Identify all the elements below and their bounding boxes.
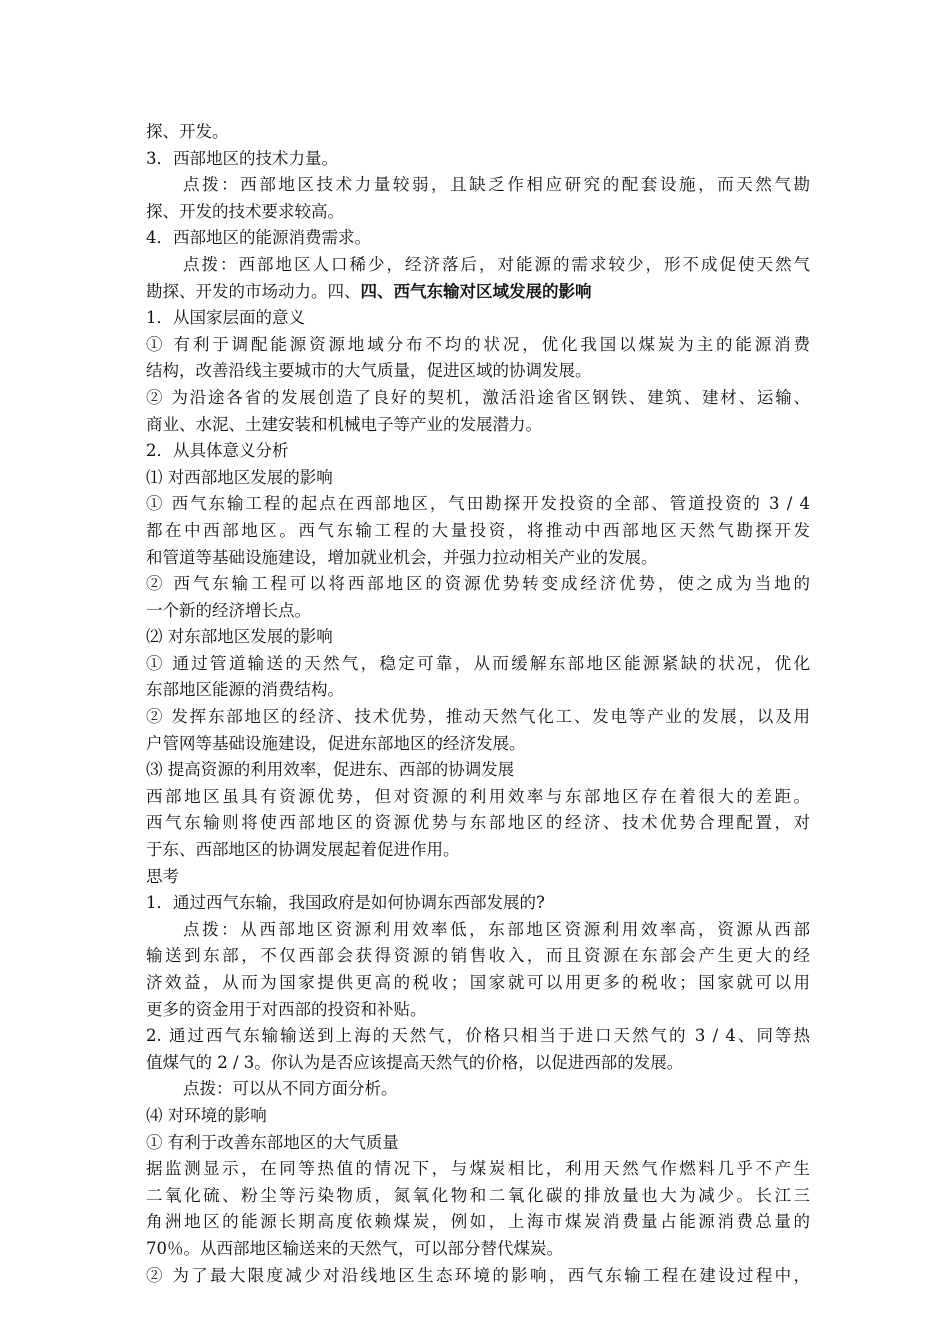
text-line bbox=[146, 279, 810, 306]
text-line: ② 为了最大限度减少对沿线地区生态环境的影响，西气东输工程在建设过程中， bbox=[146, 1265, 810, 1285]
text-line: ① 有利于调配能源资源地域分布不均的状况，优化我国以煤炭为主的能源消费 bbox=[146, 334, 810, 354]
text-line: 西气东输则将使西部地区的资源优势与东部地区的经济、技术优势合理配置，对 bbox=[146, 813, 810, 833]
hint-paragraph: 点拨：可以从不同方面分析。 bbox=[183, 1079, 398, 1099]
text-line: 和管道等基础设施建设，增加就业机会，并强力拉动相关产业的发展。 bbox=[146, 547, 658, 567]
text-line: 于东、西部地区的协调发展起着促进作用。 bbox=[146, 840, 460, 860]
text-line: 都在中西部地区。西气东输工程的大量投资，将推动中西部地区天然气勘探开发 bbox=[146, 520, 810, 540]
hint-paragraph: 点拨：西部地区技术力量较弱，且缺乏作相应研究的配套设施，而天然气勘 bbox=[183, 175, 810, 195]
section-heading: 1．从国家层面的意义 bbox=[146, 308, 305, 328]
section-heading: 思考 bbox=[146, 866, 179, 886]
text-span: 勘探、开发的市场动力。四、 bbox=[146, 281, 361, 301]
text-line: ② 为沿途各省的发展创造了良好的契机，激活沿途省区钢铁、建筑、建材、运输、 bbox=[146, 387, 810, 407]
question: 2. 通过西气东输输送到上海的天然气，价格只相当于进口天然气的 3 / 4、同等热 bbox=[146, 1026, 810, 1046]
text-line: 更多的资金用于对西部的投资和补贴。 bbox=[146, 999, 427, 1019]
hint-paragraph: 点拨：西部地区人口稀少，经济落后，对能源的需求较少，形不成促使天然气 bbox=[183, 254, 810, 274]
subsection-heading: ⑵ 对东部地区发展的影响 bbox=[146, 627, 333, 647]
section-heading: 4．西部地区的能源消费需求。 bbox=[146, 228, 371, 248]
text-line: 户管网等基础设施建设，促进东部地区的经济发展。 bbox=[146, 733, 526, 753]
text-line: ① 西气东输工程的起点在西部地区，气田勘探开发投资的全部、管道投资的 3 / 4 bbox=[146, 494, 810, 514]
text-line: 结构，改善沿线主要城市的大气质量，促进区域的协调发展。 bbox=[146, 361, 592, 381]
text-line: 西部地区虽具有资源优势，但对资源的利用效率与东部地区存在着很大的差距。 bbox=[146, 786, 810, 806]
text-line: 商业、水泥、土建安装和机械电子等产业的发展潜力。 bbox=[146, 414, 542, 434]
text-line: 据监测显示，在同等热值的情况下，与煤炭相比，利用天然气作燃料几乎不产生 bbox=[146, 1159, 810, 1179]
section-heading: 2．从具体意义分析 bbox=[146, 441, 289, 461]
text-line: ② 发挥东部地区的经济、技术优势，推动天然气化工、发电等产业的发展，以及用 bbox=[146, 707, 810, 727]
text-line: 二氧化硫、粉尘等污染物质，氮氧化物和二氧化碳的排放量也大为减少。长江三 bbox=[146, 1185, 810, 1205]
section-heading: 3．西部地区的技术力量。 bbox=[146, 148, 338, 168]
text-line: ① 通过管道输送的天然气，稳定可靠，从而缓解东部地区能源紧缺的状况，优化 bbox=[146, 653, 810, 673]
document-body bbox=[146, 119, 810, 1289]
text-line: ② 西气东输工程可以将西部地区的资源优势转变成经济优势，使之成为当地的 bbox=[146, 574, 810, 594]
text-line: 探、开发。 bbox=[146, 122, 229, 141]
text-line: 济效益，从而为国家提供更高的税收；国家就可以用更多的税收；国家就可以用 bbox=[146, 973, 810, 992]
text-line: 一个新的经济增长点。 bbox=[146, 600, 311, 620]
text-line: 东部地区能源的消费结构。 bbox=[146, 680, 344, 700]
subsection-heading: ⑴ 对西部地区发展的影响 bbox=[146, 467, 333, 487]
text-line: ① 有利于改善东部地区的大气质量 bbox=[146, 1132, 399, 1152]
text-line: 值煤气的 2 / 3。你认为是否应该提高天然气的价格，以促进西部的发展。 bbox=[146, 1052, 684, 1072]
subsection-heading: ⑶ 提高资源的利用效率，促进东、西部的协调发展 bbox=[146, 760, 515, 780]
text-line: 输送到东部，不仅西部会获得资源的销售收入，而且资源在东部会产生更大的经 bbox=[146, 946, 810, 966]
hint-paragraph: 点拨：从西部地区资源利用效率低，东部地区资源利用效率高，资源从西部 bbox=[183, 919, 810, 939]
subsection-heading: ⑷ 对环境的影响 bbox=[146, 1105, 267, 1125]
text-line: 探、开发的技术要求较高。 bbox=[146, 201, 344, 221]
text-line: 70％。从西部地区输送来的天然气，可以部分替代煤炭。 bbox=[146, 1238, 563, 1258]
chapter-heading: 四、西气东输对区域发展的影响 bbox=[360, 281, 592, 301]
text-line: 角洲地区的能源长期高度依赖煤炭，例如，上海市煤炭消费量占能源消费总量的 bbox=[146, 1212, 810, 1232]
question: 1．通过西气东输，我国政府是如何协调东西部发展的? bbox=[146, 893, 545, 913]
